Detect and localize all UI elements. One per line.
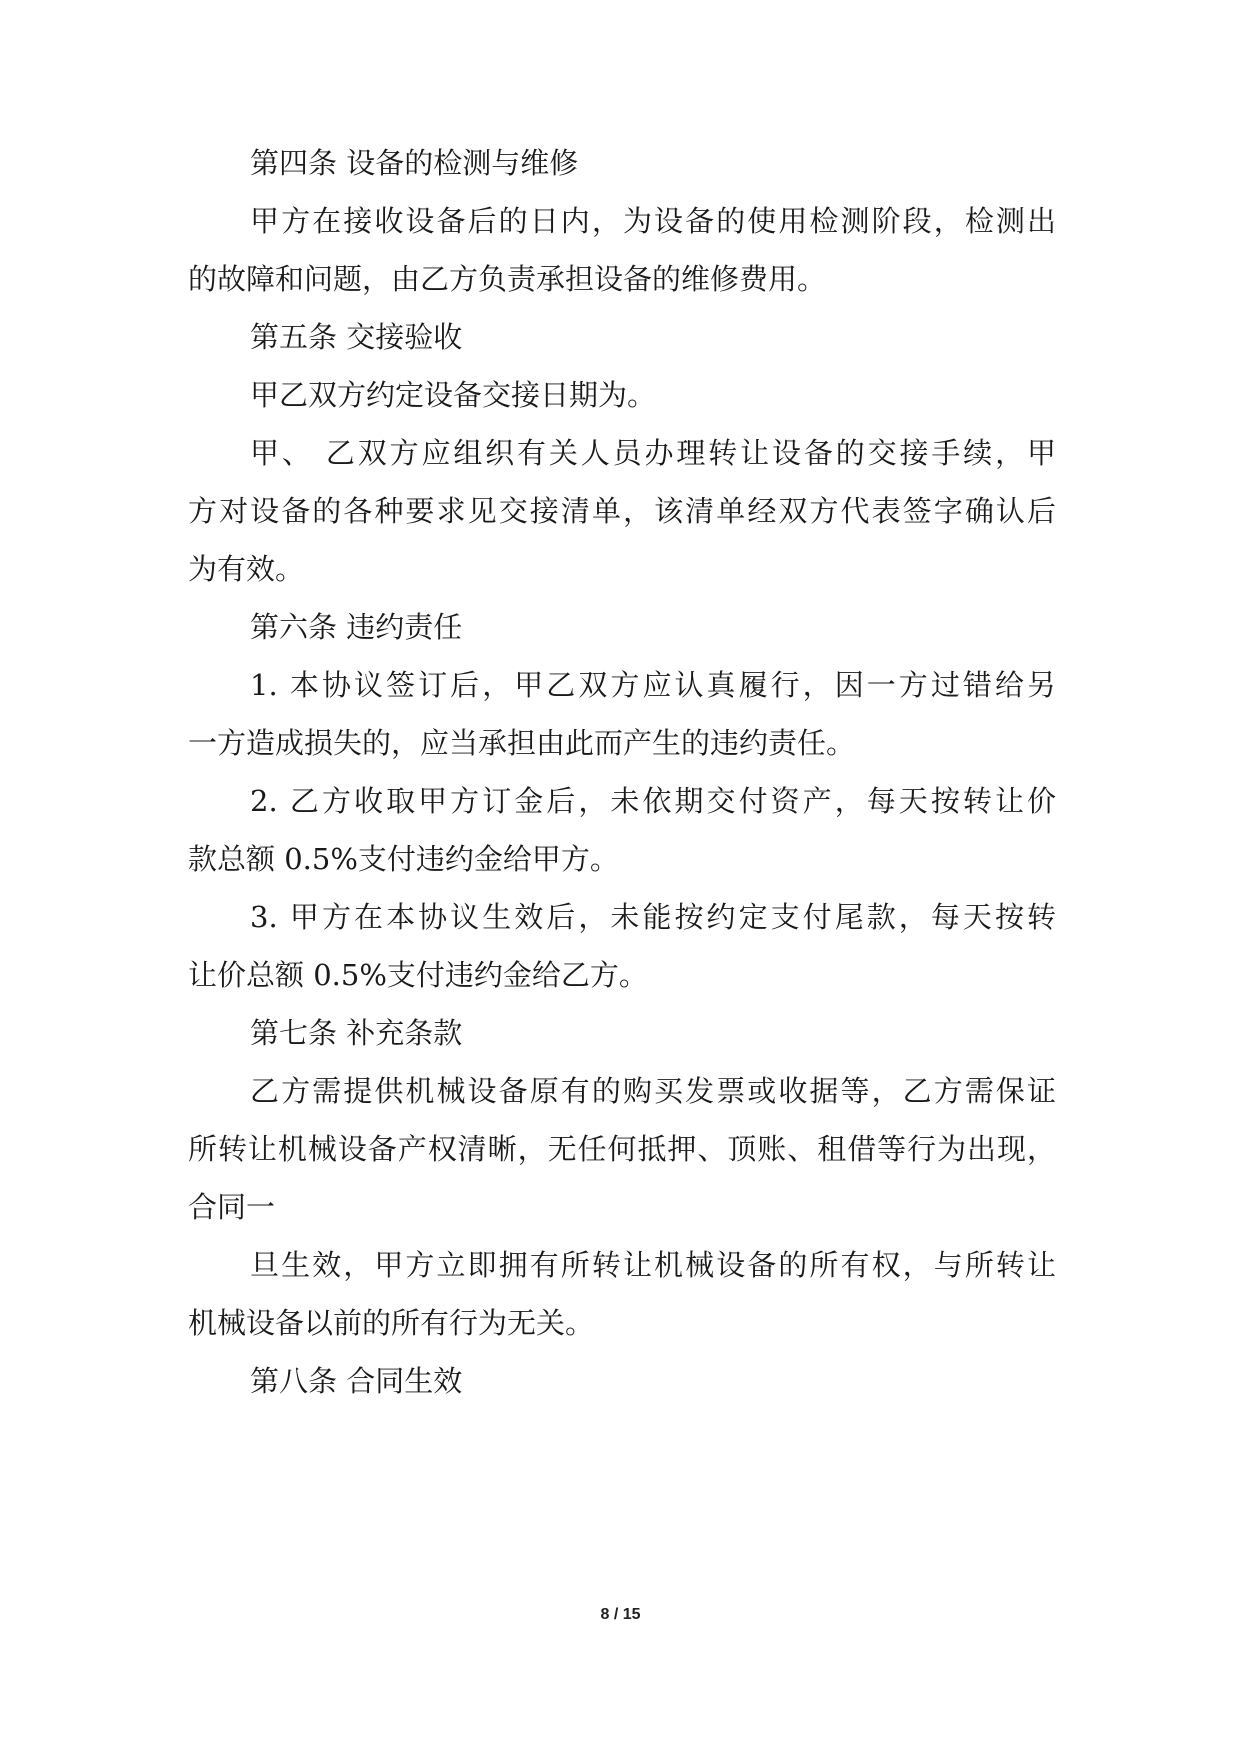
document-page <box>188 0 1056 1754</box>
article-7-paragraph-line-3: 合同一 <box>188 1190 276 1224</box>
article-4-paragraph-line-1: 甲方在接收设备后的日内，为设备的使用检测阶段，检测出 <box>250 204 1056 238</box>
article-6-heading: 第六条 违约责任 <box>250 610 463 644</box>
article-7-paragraph-2-line-2: 机械设备以前的所有行为无关。 <box>188 1306 595 1340</box>
article-4-heading: 第四条 设备的检测与维修 <box>250 146 579 180</box>
article-5-paragraph-2-line-3: 为有效。 <box>188 552 305 586</box>
page-number: 8 / 15 <box>600 1606 641 1623</box>
article-4-paragraph-line-2: 的故障和问题，由乙方负责承担设备的维修费用。 <box>188 262 827 296</box>
article-5-paragraph-1: 甲乙双方约定设备交接日期为。 <box>250 378 657 412</box>
article-5-heading: 第五条 交接验收 <box>250 320 463 354</box>
article-6-item-2-line-2: 款总额 0.5%支付违约金给甲方。 <box>188 842 619 876</box>
article-7-paragraph-line-1: 乙方需提供机械设备原有的购买发票或收据等，乙方需保证 <box>250 1074 1056 1108</box>
article-5-paragraph-2-line-2: 方对设备的各种要求见交接清单，该清单经双方代表签字确认后 <box>188 494 1056 528</box>
article-7-heading: 第七条 补充条款 <box>250 1016 463 1050</box>
article-6-item-2-line-1: 2. 乙方收取甲方订金后，未依期交付资产，每天按转让价 <box>250 784 1056 818</box>
article-7-paragraph-2-line-1: 旦生效，甲方立即拥有所转让机械设备的所有权，与所转让 <box>250 1248 1056 1282</box>
article-5-paragraph-2-line-1: 甲、 乙双方应组织有关人员办理转让设备的交接手续，甲 <box>250 436 1056 470</box>
article-6-item-1-line-1: 1. 本协议签订后，甲乙双方应认真履行，因一方过错给另 <box>250 668 1056 702</box>
article-6-item-1-line-2: 一方造成损失的，应当承担由此而产生的违约责任。 <box>188 726 856 760</box>
article-8-heading: 第八条 合同生效 <box>250 1364 463 1398</box>
article-6-item-3-line-1: 3. 甲方在本协议生效后，未能按约定支付尾款，每天按转 <box>250 900 1056 934</box>
article-7-paragraph-line-2: 所转让机械设备产权清晰，无任何抵押、顶账、租借等行为出现， <box>188 1132 1056 1166</box>
article-6-item-3-line-2: 让价总额 0.5%支付违约金给乙方。 <box>188 958 648 992</box>
